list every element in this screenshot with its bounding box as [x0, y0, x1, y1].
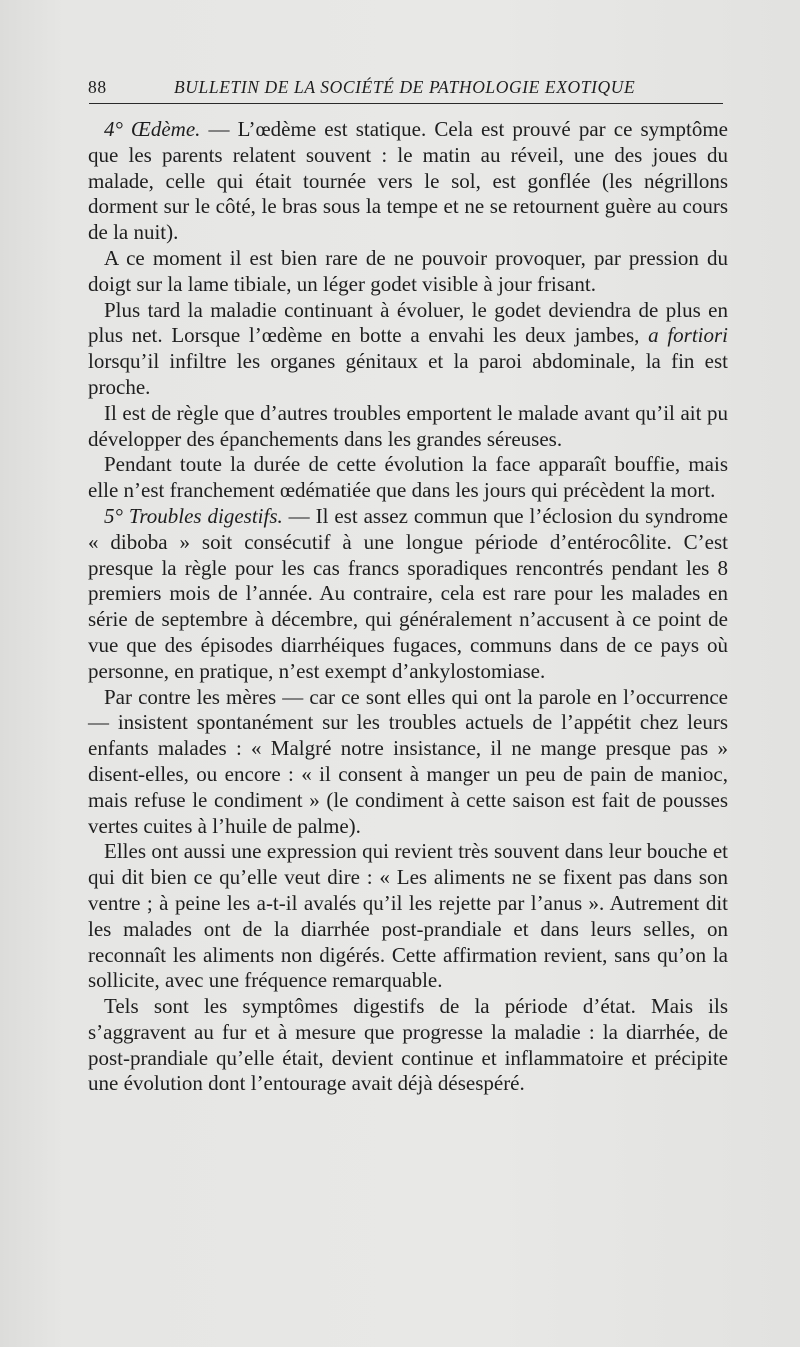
- italic-phrase: a fortiori: [648, 323, 728, 348]
- paragraph-text: — L’œdème est statique. Cela est prouvé par ce symptôme que les parents relatent souvent : le matin au réveil, une des joues du malade, celle qui était tournée vers le sol, est gonflée (les négrillons dorment sur le côté, le bras sous la tempe et ne se retournent guère au cours de la nuit).: [88, 117, 728, 245]
- paragraph-oedeme: [88, 117, 728, 246]
- running-title: BULLETIN DE LA SOCIÉTÉ DE PATHOLOGIE EXOTIQUE: [174, 77, 636, 97]
- section-heading-troubles-digestifs: 5° Troubles digestifs.: [104, 503, 283, 528]
- paragraph-text: lorsqu’il infiltre les organes génitaux et la paroi abdominale, la fin est proche.: [88, 349, 728, 399]
- paragraph-troubles-digestifs: [88, 504, 728, 685]
- paragraph: A ce moment il est bien rare de ne pouvoir provoquer, par pression du doigt sur la lame tibiale, un léger godet visible à jour frisant.: [88, 245, 728, 296]
- section-heading-oedeme: 4° Œdème.: [104, 117, 201, 141]
- paragraph: Pendant toute la durée de cette évolution la face apparaît bouffie, mais elle n’est franchement œdématiée que dans les jours qui précèdent la mort.: [88, 452, 728, 503]
- paragraph: Elles ont aussi une expression qui revient très souvent dans leur bouche et qui dit bien ce qu’elle veut dire : « Les aliments ne se fixent pas dans son ventre ; à peine les a-t-il avalés qu’il les rejette par l’anus ». Autrement dit les malades ont de la diarrhée post-prandiale et dans leurs selles, on reconnaît les aliments non digérés. Cette affirmation revient, sans qu’on la sollicite, avec une fréquence remarquable.: [88, 839, 728, 993]
- paragraph-text: — Il est assez commun que l’éclosion du syndrome « diboba » soit consécutif à une longue période d’entérocôlite. C’est presque la règle pour les cas francs sporadiques rencontrés pendant les 8 premiers mois de l’année. Au contraire, cela est rare pour les malades en série de septembre à décembre, qui généralement n’accusent à ce point de vue que des épisodes diarrhéiques fugaces, communs dans de ce pays où personne, en pratique, n’est exempt d’ankylostomiase.: [88, 503, 728, 683]
- page-number: 88: [88, 77, 107, 97]
- body-text: [88, 117, 728, 1097]
- paragraph: Par contre les mères — car ce sont elles qui ont la parole en l’occurrence — insistent spontanément sur les troubles actuels de l’appétit chez leurs enfants malades : « Malgré notre insistance, il ne mange presque pas » disent-elles, ou encore : « il consent à manger un peu de pain de manioc, mais refuse le condiment » (le condiment à cette saison est fait de pousses vertes cuites à l’huile de palme).: [88, 684, 728, 838]
- paragraph: [88, 298, 728, 401]
- paragraph: Il est de règle que d’autres troubles emportent le malade avant qu’il ait pu développer des épanchements dans les grandes séreuses.: [88, 400, 728, 451]
- paragraph-text: Plus tard la maladie continuant à évoluer, le godet deviendra de plus en plus net. Lorsque l’œdème en botte a envahi les deux jambes,: [88, 297, 728, 348]
- header-rule: [89, 103, 723, 104]
- page-header: [88, 77, 724, 105]
- paragraph: Tels sont les symptômes digestifs de la période d’état. Mais ils s’aggravent au fur et à mesure que progresse la maladie : la diarrhée, de post-prandiale qu’elle était, devient continue et inflammatoire et précipite une évolution dont l’entourage avait déjà désespéré.: [88, 994, 728, 1096]
